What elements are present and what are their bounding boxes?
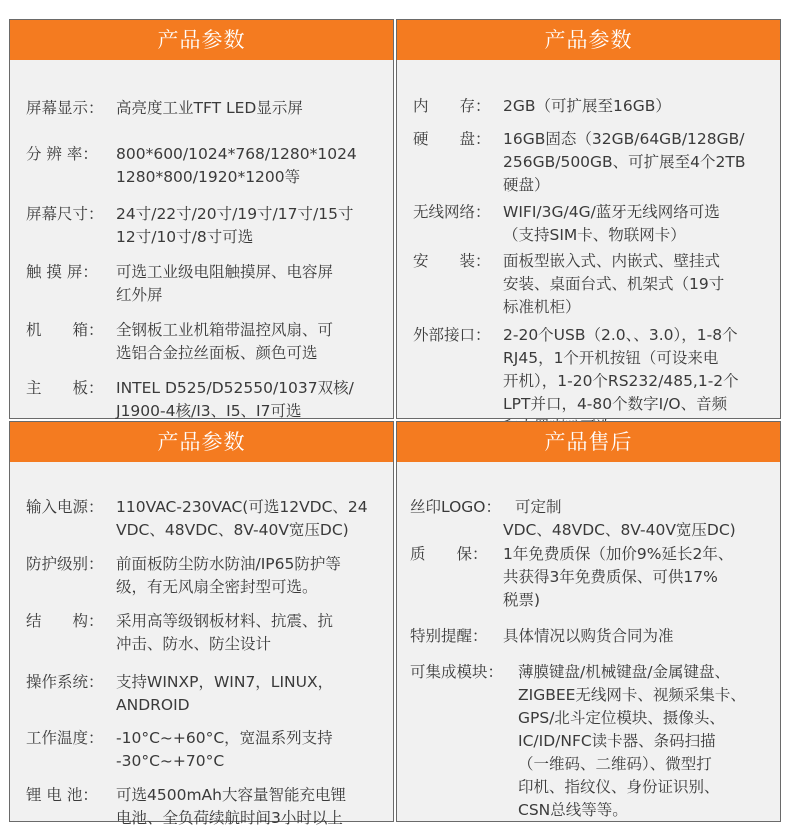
spec-value-line: 选铝合金拉丝面板、颜色可选	[116, 344, 318, 362]
spec-value-line: 红外屏	[116, 286, 163, 304]
spec-value	[503, 519, 736, 542]
spec-value	[503, 201, 720, 247]
spec-value-line: 前面板防尘防水防油/IP65防护等	[116, 555, 341, 573]
spec-value-line: 高亮度工业TFT LED显示屏	[116, 99, 303, 117]
spec-value	[116, 97, 303, 120]
spec-value	[116, 143, 357, 189]
product-params-panel-2	[396, 19, 781, 419]
spec-value	[503, 95, 671, 118]
spec-value-line: WIFI/3G/4G/蓝牙无线网络可选	[503, 203, 720, 221]
spec-value	[116, 727, 333, 773]
spec-value-line: GPS/北斗定位模块、摄像头、	[518, 709, 725, 727]
spec-value-line: 110VAC-230VAC(可选12VDC、24	[116, 498, 368, 516]
spec-value-line: 印机、指纹仪、身份证识别、	[518, 778, 720, 796]
spec-value-line: 冲击、防水、防尘设计	[116, 635, 272, 653]
spec-value	[116, 377, 354, 423]
panel-title: 产品参数	[10, 422, 393, 462]
spec-value-line: 电池、全负荷续航时间3小时以上	[116, 809, 343, 827]
spec-value-line: 1280*800/1920*1200等	[116, 168, 301, 186]
spec-value-line: 面板型嵌入式、内嵌式、壁挂式	[503, 252, 721, 270]
spec-label: 主 板：	[26, 379, 104, 397]
spec-value-line: 开机），1-20个RS232/485,1-2个	[503, 372, 739, 390]
spec-value-line: VDC、48VDC、8V-40V宽压DC)	[116, 521, 349, 539]
spec-label: 操作系统：	[26, 673, 104, 691]
spec-value	[515, 496, 562, 519]
spec-label: 硬 盘：	[413, 130, 491, 148]
spec-label: 屏幕尺寸：	[26, 205, 104, 223]
spec-value-line: 全钢板工业机箱带温控风扇、可	[116, 321, 334, 339]
spec-value-line: 1年免费质保（加价9%延长2年、	[503, 545, 734, 563]
spec-label: 内 存：	[413, 97, 491, 115]
spec-value-line: -10°C~+60°C，宽温系列支持	[116, 729, 333, 747]
spec-value	[518, 661, 746, 822]
spec-value-line: LPT并口，4-80个数字I/O、音频	[503, 395, 728, 413]
spec-label: 结 构：	[26, 612, 104, 630]
spec-value-line: 硬盘）	[503, 176, 550, 194]
spec-value-line: 2-20个USB（2.0、、3.0），1-8个	[503, 326, 738, 344]
spec-value	[116, 319, 333, 365]
spec-label: 分 辨 率：	[26, 145, 98, 163]
spec-label: 触 摸 屏：	[26, 263, 98, 281]
spec-label: 锂 电 池：	[26, 786, 98, 804]
product-params-panel-3	[9, 421, 394, 827]
spec-value	[116, 671, 333, 717]
spec-label: 可集成模块：	[410, 663, 504, 681]
spec-label: 特别提醒：	[410, 627, 488, 645]
spec-value	[503, 543, 733, 612]
spec-value-line: 可选工业级电阻触摸屏、电容屏	[116, 263, 334, 281]
spec-label: 屏幕显示：	[26, 99, 104, 117]
spec-value-line: 具体情况以购货合同为准	[503, 627, 674, 645]
spec-value	[116, 610, 333, 656]
spec-value	[503, 128, 746, 197]
spec-value-line: RJ45，1个开机按钮（可设来电	[503, 349, 719, 367]
spec-value-line: ZIGBEE无线网卡、视频采集卡、	[518, 686, 746, 704]
spec-value-line: 税票)	[503, 591, 541, 609]
spec-value-line: 可定制	[515, 498, 562, 516]
spec-value-line: 16GB固态（32GB/64GB/128GB/	[503, 130, 745, 148]
spec-value-line: 共获得3年免费质保、可供17%	[503, 568, 718, 586]
spec-value	[116, 203, 353, 249]
spec-value-line: INTEL D525/D52550/1037双核/	[116, 379, 354, 397]
after-sales-panel	[396, 421, 781, 822]
spec-value-line: 2GB（可扩展至16GB）	[503, 97, 671, 115]
spec-label: 防护级别：	[26, 555, 104, 573]
spec-value-line: （支持SIM卡、物联网卡）	[503, 226, 686, 244]
spec-value-line: ANDROID	[116, 696, 190, 714]
spec-value	[503, 625, 674, 648]
spec-value-line: J1900-4核/I3、I5、I7可选	[116, 402, 302, 420]
spec-value	[116, 496, 368, 542]
spec-value-line: 标准机柜）	[503, 298, 581, 316]
spec-value-line: CSN总线等等。	[518, 801, 628, 819]
spec-value-line: 级，有无风扇全密封型可选。	[116, 578, 318, 596]
spec-value	[116, 261, 333, 307]
spec-value-line: 支持WINXP，WIN7，LINUX，	[116, 673, 334, 691]
spec-value	[503, 250, 724, 319]
spec-label: 外部接口：	[413, 326, 491, 344]
spec-value-line: 24寸/22寸/20寸/19寸/17寸/15寸	[116, 205, 354, 223]
spec-value-line: 可选4500mAh大容量智能充电锂	[116, 786, 346, 804]
spec-label: 安 装：	[413, 252, 491, 270]
spec-value-line: 800*600/1024*768/1280*1024	[116, 145, 357, 163]
spec-value-line: VDC、48VDC、8V-40V宽压DC)	[503, 521, 736, 539]
spec-label: 机 箱：	[26, 321, 104, 339]
panel-title: 产品售后	[397, 422, 780, 462]
panel-title: 产品参数	[397, 20, 780, 60]
spec-value	[116, 553, 341, 599]
spec-label: 质 保：	[410, 545, 488, 563]
spec-value-line: （一维码、二维码）、微型打	[518, 755, 712, 773]
spec-label: 输入电源：	[26, 498, 104, 516]
spec-value-line: IC/ID/NFC读卡器、条码扫描	[518, 732, 716, 750]
spec-value-line: 12寸/10寸/8寸可选	[116, 228, 254, 246]
spec-label: 无线网络：	[413, 203, 491, 221]
spec-value-line: 采用高等级钢板材料、抗震、抗	[116, 612, 334, 630]
spec-label: 丝印LOGO：	[410, 498, 501, 516]
spec-value-line: -30°C~+70°C	[116, 752, 225, 770]
spec-value	[116, 784, 346, 830]
product-params-panel-1	[9, 19, 394, 419]
spec-label: 工作温度：	[26, 729, 104, 747]
panel-title: 产品参数	[10, 20, 393, 60]
spec-value-line: 256GB/500GB、可扩展至4个2TB	[503, 153, 746, 171]
spec-value-line: 薄膜键盘/机械键盘/金属键盘、	[518, 663, 730, 681]
spec-value-line: 安装、桌面台式、机架式（19寸	[503, 275, 725, 293]
